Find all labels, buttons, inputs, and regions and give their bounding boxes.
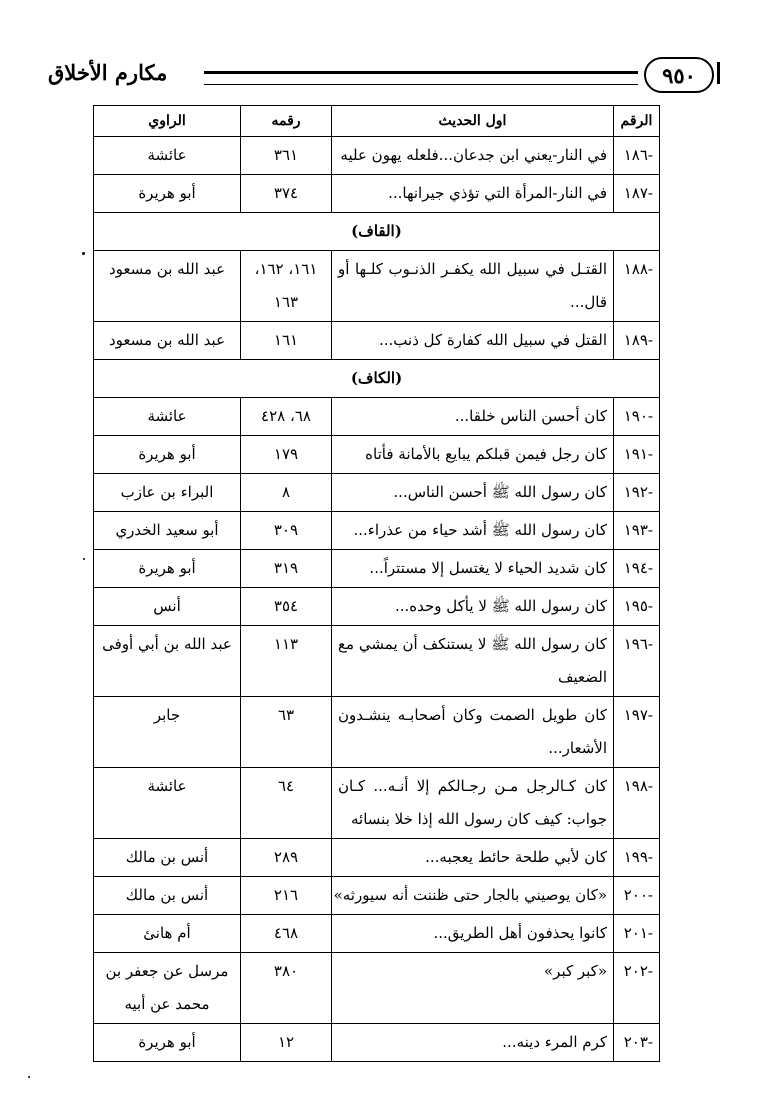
table-row	[94, 953, 660, 1024]
hadith-text: القتل في سبيل الله كفارة كل ذنب...	[332, 322, 614, 360]
hadith-index-table-wrap	[93, 105, 659, 1062]
narrator: عائشة	[94, 137, 241, 175]
page-number: ٩٥٠	[644, 57, 714, 93]
narrator: أبو هريرة	[94, 436, 241, 474]
hadith-text: كان رسول الله ﷺ أحسن الناس...	[332, 474, 614, 512]
narrator: أنس	[94, 588, 241, 626]
hadith-reference: ٦٨، ٤٢٨	[241, 398, 332, 436]
narrator: عبد الله بن أبي أوفى	[94, 626, 241, 697]
table-row	[94, 436, 660, 474]
narrator: عائشة	[94, 398, 241, 436]
hadith-reference: ٢٨٩	[241, 839, 332, 877]
scan-speck	[28, 1076, 30, 1078]
section-title: (القاف)	[94, 213, 660, 251]
hadith-reference: ٨	[241, 474, 332, 512]
table-row	[94, 512, 660, 550]
narrator: مرسل عن جعفر بن محمد عن أبيه	[94, 953, 241, 1024]
narrator: البراء بن عازب	[94, 474, 241, 512]
row-number: -١٩٣	[614, 512, 660, 550]
hadith-text: كان رسول الله ﷺ أشد حياء من عذراء...	[332, 512, 614, 550]
row-number: -١٩٢	[614, 474, 660, 512]
narrator: أم هانئ	[94, 915, 241, 953]
header-corner-mark	[717, 62, 720, 84]
hadith-text: كان طويل الصمت وكان أصحابـه ينشـدون الأشعار...	[332, 697, 614, 768]
narrator: عائشة	[94, 768, 241, 839]
hadith-reference: ٣٨٠	[241, 953, 332, 1024]
hadith-reference: ٣١٩	[241, 550, 332, 588]
table-row	[94, 474, 660, 512]
hadith-text: «كان يوصيني بالجار حتى ظننت أنه سيورثه»	[332, 877, 614, 915]
table-row	[94, 768, 660, 839]
scan-speck	[83, 558, 85, 560]
row-number: -١٨٧	[614, 175, 660, 213]
column-header-narrator: الراوي	[94, 106, 241, 137]
column-header-reference: رقمه	[241, 106, 332, 137]
table-row	[94, 137, 660, 175]
row-number: -١٩٤	[614, 550, 660, 588]
hadith-reference: ١٦١	[241, 322, 332, 360]
table-row	[94, 915, 660, 953]
row-number: -١٨٨	[614, 251, 660, 322]
hadith-text: القتـل في سبيل الله يكفـر الذنـوب كلـها أو قال...	[332, 251, 614, 322]
section-header-kaf	[94, 360, 660, 398]
row-number: -١٩٨	[614, 768, 660, 839]
hadith-text: كانوا يحذفون أهل الطريق...	[332, 915, 614, 953]
hadith-reference: ١١٣	[241, 626, 332, 697]
column-header-hadith-start: اول الحديث	[332, 106, 614, 137]
narrator: عبد الله بن مسعود	[94, 322, 241, 360]
table-row	[94, 550, 660, 588]
hadith-text: كرم المرء دينه...	[332, 1024, 614, 1062]
table-row	[94, 398, 660, 436]
hadith-text: «كبر كبر»	[332, 953, 614, 1024]
hadith-text: في النار-يعني ابن جدعان...فلعله يهون عليه	[332, 137, 614, 175]
hadith-index-table	[93, 105, 660, 1062]
hadith-text: كان رسول الله ﷺ لا يستنكف أن يمشي مع الضعيف	[332, 626, 614, 697]
hadith-reference: ١٢	[241, 1024, 332, 1062]
hadith-text: كان شديد الحياء لا يغتسل إلا مستتراً...	[332, 550, 614, 588]
hadith-reference: ٣٥٤	[241, 588, 332, 626]
hadith-reference: ٣٧٤	[241, 175, 332, 213]
table-row	[94, 175, 660, 213]
section-title: (الكاف)	[94, 360, 660, 398]
table-row	[94, 322, 660, 360]
hadith-reference: ٣٦١	[241, 137, 332, 175]
narrator: أبو هريرة	[94, 1024, 241, 1062]
narrator: جابر	[94, 697, 241, 768]
row-number: -١٨٦	[614, 137, 660, 175]
book-title: مكارم الأخلاق	[48, 60, 168, 85]
table-row	[94, 839, 660, 877]
row-number: -١٩٩	[614, 839, 660, 877]
row-number: -١٩٠	[614, 398, 660, 436]
narrator: أبو هريرة	[94, 550, 241, 588]
table-row	[94, 588, 660, 626]
hadith-reference: ٣٠٩	[241, 512, 332, 550]
hadith-text: كان كـالرجل مـن رجـالكم إلا أنـه... كـان جواب: كيف كان رسول الله إذا خلا بنسائه	[332, 768, 614, 839]
row-number: -١٨٩	[614, 322, 660, 360]
table-row	[94, 251, 660, 322]
table-row	[94, 877, 660, 915]
table-row	[94, 626, 660, 697]
narrator: عبد الله بن مسعود	[94, 251, 241, 322]
table-row	[94, 1024, 660, 1062]
hadith-reference: ٦٤	[241, 768, 332, 839]
hadith-reference: ١٦١، ١٦٢، ١٦٣	[241, 251, 332, 322]
section-header-qaf	[94, 213, 660, 251]
scan-speck	[82, 252, 85, 255]
row-number: -١٩٧	[614, 697, 660, 768]
row-number: -٢٠٢	[614, 953, 660, 1024]
hadith-text: كان رسول الله ﷺ لا يأكل وحده...	[332, 588, 614, 626]
narrator: أنس بن مالك	[94, 877, 241, 915]
narrator: أنس بن مالك	[94, 839, 241, 877]
row-number: -١٩١	[614, 436, 660, 474]
page-header	[44, 56, 720, 96]
row-number: -١٩٥	[614, 588, 660, 626]
narrator: أبو هريرة	[94, 175, 241, 213]
hadith-reference: ٢١٦	[241, 877, 332, 915]
hadith-text: كان رجل فيمن قبلكم يبايع بالأمانة فأتاه	[332, 436, 614, 474]
narrator: أبو سعيد الخدري	[94, 512, 241, 550]
hadith-reference: ١٧٩	[241, 436, 332, 474]
table-header-row	[94, 106, 660, 137]
hadith-text: كان أحسن الناس خلقا...	[332, 398, 614, 436]
row-number: -٢٠٣	[614, 1024, 660, 1062]
header-rule	[204, 71, 638, 85]
hadith-reference: ٤٦٨	[241, 915, 332, 953]
table-row	[94, 697, 660, 768]
row-number: -١٩٦	[614, 626, 660, 697]
hadith-text: في النار-المرأة التي تؤذي جيرانها...	[332, 175, 614, 213]
row-number: -٢٠١	[614, 915, 660, 953]
hadith-reference: ٦٣	[241, 697, 332, 768]
column-header-number: الرقم	[614, 106, 660, 137]
hadith-text: كان لأبي طلحة حائط يعجبه...	[332, 839, 614, 877]
row-number: -٢٠٠	[614, 877, 660, 915]
